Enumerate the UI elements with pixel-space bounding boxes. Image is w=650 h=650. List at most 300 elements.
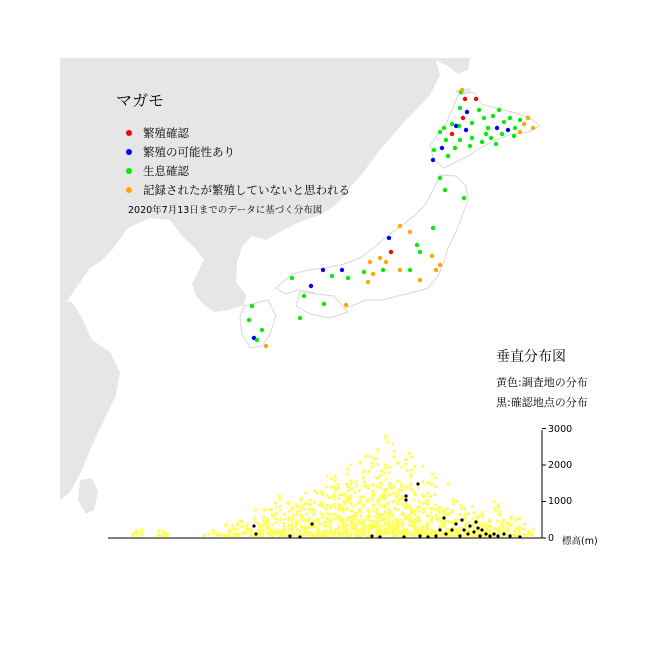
legend-item-breeding [126, 125, 189, 141]
survey-site-dot [397, 499, 400, 502]
survey-site-dot [312, 533, 315, 536]
survey-site-dot [412, 534, 415, 537]
occurrence-point [463, 97, 467, 101]
taiwan-shape [78, 478, 98, 514]
survey-site-dot [353, 491, 356, 494]
survey-site-dot [271, 523, 274, 526]
occurrence-point [415, 243, 419, 247]
survey-site-dot [426, 526, 429, 529]
occurrence-point [486, 126, 490, 130]
survey-site-dot [431, 473, 434, 476]
survey-site-dot [370, 461, 373, 464]
survey-site-dot [350, 487, 353, 490]
survey-site-dot [303, 507, 306, 510]
occurrence-point [346, 276, 350, 280]
confirmed-site-dot [434, 534, 437, 537]
survey-site-dot [253, 516, 256, 519]
survey-site-dot [488, 518, 491, 521]
survey-site-dot [366, 500, 369, 503]
survey-site-dot [472, 534, 475, 537]
occurrence-point [480, 140, 484, 144]
survey-site-dot [418, 500, 421, 503]
occurrence-point [366, 280, 370, 284]
survey-site-dot [300, 505, 303, 508]
survey-site-dot [500, 523, 503, 526]
survey-site-dot [410, 487, 413, 490]
survey-site-dot [404, 458, 407, 461]
survey-site-dot [396, 462, 399, 465]
survey-site-dot [346, 473, 349, 476]
survey-site-dot [413, 498, 416, 501]
survey-site-dot [136, 532, 139, 535]
survey-site-dot [430, 482, 433, 485]
occurrence-point [512, 134, 516, 138]
survey-site-dot [404, 517, 407, 520]
survey-site-dot [367, 519, 370, 522]
survey-site-dot [258, 522, 261, 525]
confirmed-site-dot [462, 528, 465, 531]
survey-site-dot [347, 516, 350, 519]
survey-site-dot [404, 486, 407, 489]
survey-site-dot [308, 508, 311, 511]
survey-site-dot [274, 517, 277, 520]
survey-site-dot [392, 534, 395, 537]
survey-site-dot [418, 519, 421, 522]
occurrence-point [458, 138, 462, 142]
survey-site-dot [389, 510, 392, 513]
survey-site-dot [313, 513, 316, 516]
survey-site-dot [291, 514, 294, 517]
occurrence-point [250, 304, 254, 308]
survey-site-dot [359, 510, 362, 513]
survey-site-dot [383, 488, 386, 491]
survey-site-dot [408, 531, 411, 534]
confirmed-site-dot [370, 534, 373, 537]
survey-site-dot [358, 489, 361, 492]
survey-site-dot [278, 495, 281, 498]
survey-site-dot [254, 508, 257, 511]
survey-site-dot [324, 525, 327, 528]
survey-site-dot [384, 527, 387, 530]
survey-site-dot [325, 534, 328, 537]
survey-site-dot [434, 485, 437, 488]
occurrence-point [450, 122, 454, 126]
survey-site-dot [532, 527, 535, 530]
occurrence-point [497, 108, 501, 112]
survey-site-dot [334, 506, 337, 509]
survey-site-dot [363, 519, 366, 522]
survey-site-dot [375, 530, 378, 533]
survey-site-dot [355, 534, 358, 537]
survey-site-dot [341, 524, 344, 527]
survey-site-dot [396, 508, 399, 511]
survey-site-dot [320, 523, 323, 526]
survey-site-dot [270, 514, 273, 517]
survey-site-dot [375, 522, 378, 525]
occurrence-point [450, 132, 454, 136]
survey-site-dot [421, 465, 424, 468]
occurrence-point [531, 126, 535, 130]
occurrence-point [322, 302, 326, 306]
survey-site-dot [350, 482, 353, 485]
survey-site-dot [384, 467, 387, 470]
occurrence-point [387, 236, 391, 240]
confirmed-site-dot [254, 532, 257, 535]
confirmed-site-dot [468, 524, 471, 527]
occurrence-point [434, 268, 438, 272]
survey-site-dot [337, 534, 340, 537]
confirmed-site-dot [378, 535, 381, 538]
survey-site-dot [435, 516, 438, 519]
survey-site-dot [433, 494, 436, 497]
legend-item-present [126, 163, 189, 179]
survey-site-dot [473, 526, 476, 529]
survey-site-dot [467, 530, 470, 533]
occurrence-point [491, 114, 495, 118]
survey-site-dot [437, 506, 440, 509]
survey-site-dot [346, 534, 349, 537]
survey-site-dot [233, 534, 236, 537]
survey-site-dot [261, 533, 264, 536]
survey-site-dot [367, 532, 370, 535]
survey-site-dot [308, 499, 311, 502]
confirmed-site-dot [298, 535, 301, 538]
survey-site-dot [376, 477, 379, 480]
confirmed-site-dot [472, 530, 475, 533]
survey-site-dot [161, 534, 164, 537]
survey-site-dot [370, 523, 373, 526]
confirmed-site-dot [402, 535, 405, 538]
survey-site-dot [502, 519, 505, 522]
survey-site-dot [420, 525, 423, 528]
confirmed-site-dot [466, 532, 469, 535]
survey-site-dot [308, 525, 311, 528]
survey-site-dot [400, 503, 403, 506]
survey-site-dot [313, 501, 316, 504]
survey-site-dot [416, 506, 419, 509]
survey-site-dot [363, 480, 366, 483]
survey-site-dot [496, 520, 499, 523]
survey-site-dot [404, 463, 407, 466]
occurrence-point [438, 263, 442, 267]
elevation-plot [108, 429, 546, 539]
survey-site-dot [397, 519, 400, 522]
survey-site-dot [434, 531, 437, 534]
survey-site-dot [376, 508, 379, 511]
legend-label: 繁殖の可能性あり [143, 145, 235, 159]
survey-site-dot [346, 530, 349, 533]
survey-site-dot [332, 493, 335, 496]
survey-site-dot [363, 525, 366, 528]
survey-site-dot [351, 504, 354, 507]
survey-site-dot [374, 457, 377, 460]
survey-site-dot [384, 434, 387, 437]
survey-site-dot [337, 516, 340, 519]
survey-site-dot [263, 508, 266, 511]
survey-site-dot [451, 532, 454, 535]
survey-site-dot [400, 465, 403, 468]
survey-site-dot [518, 526, 521, 529]
survey-site-dot [372, 504, 375, 507]
survey-site-dot [421, 494, 424, 497]
survey-site-dot [410, 469, 413, 472]
occurrence-point [381, 268, 385, 272]
occurrence-point [495, 126, 499, 130]
survey-site-dot [292, 517, 295, 520]
survey-site-dot [396, 480, 399, 483]
survey-site-dot [384, 503, 387, 506]
survey-site-dot [326, 517, 329, 520]
survey-site-dot [417, 510, 420, 513]
survey-site-dot [366, 454, 369, 457]
survey-site-dot [330, 477, 333, 480]
survey-site-dot [456, 530, 459, 533]
survey-site-dot [434, 476, 437, 479]
occurrence-point [302, 294, 306, 298]
survey-site-dot [363, 485, 366, 488]
survey-site-dot [400, 489, 403, 492]
confirmed-site-dot [502, 532, 505, 535]
survey-site-dot [270, 528, 273, 531]
survey-site-dot [303, 502, 306, 505]
survey-site-dot [334, 528, 337, 531]
occurrence-point [408, 230, 412, 234]
occurrence-point [470, 121, 474, 125]
survey-site-dot [282, 534, 285, 537]
survey-site-dot [345, 495, 348, 498]
survey-site-dot [455, 500, 458, 503]
survey-site-dot [391, 520, 394, 523]
survey-site-dot [299, 499, 302, 502]
survey-site-dot [283, 525, 286, 528]
survey-site-dot [408, 507, 411, 510]
survey-site-dot [387, 493, 390, 496]
survey-site-dot [275, 521, 278, 524]
survey-site-dot [443, 522, 446, 525]
confirmed-site-dot [444, 532, 447, 535]
survey-site-dot [342, 510, 345, 513]
survey-site-dot [452, 502, 455, 505]
survey-site-dot [393, 507, 396, 510]
survey-site-dot [421, 480, 424, 483]
survey-site-dot [236, 533, 239, 536]
survey-site-dot [429, 511, 432, 514]
legend-item-possible-breeding [126, 144, 235, 160]
survey-site-dot [257, 532, 260, 535]
survey-site-dot [427, 492, 430, 495]
survey-site-dot [212, 531, 215, 534]
survey-site-dot [384, 478, 387, 481]
survey-site-dot [388, 466, 391, 469]
occurrence-point [526, 116, 530, 120]
survey-site-dot [522, 527, 525, 530]
occurrence-point [508, 116, 512, 120]
survey-site-dot [271, 533, 274, 536]
survey-site-dot [291, 521, 294, 524]
survey-site-dot [393, 484, 396, 487]
survey-site-dot [392, 500, 395, 503]
survey-site-dot [417, 516, 420, 519]
survey-site-dot [329, 530, 332, 533]
survey-site-dot [338, 506, 341, 509]
survey-site-dot [265, 528, 268, 531]
survey-site-dot [244, 532, 247, 535]
survey-site-dot [430, 530, 433, 533]
survey-site-dot [162, 530, 165, 533]
survey-site-dot [307, 520, 310, 523]
survey-site-dot [275, 506, 278, 509]
survey-site-dot [376, 485, 379, 488]
survey-site-dot [514, 518, 517, 521]
survey-site-dot [401, 522, 404, 525]
survey-site-dot [383, 492, 386, 495]
survey-site-dot [513, 534, 516, 537]
survey-site-dot [351, 517, 354, 520]
survey-site-dot [305, 526, 308, 529]
survey-site-dot [307, 502, 310, 505]
survey-site-dot [135, 529, 138, 532]
occurrence-point [464, 128, 468, 132]
survey-site-dot [236, 528, 239, 531]
survey-site-dot [270, 508, 273, 511]
survey-site-dot [391, 442, 394, 445]
species-title: マガモ [116, 91, 165, 110]
survey-site-dot [262, 519, 265, 522]
survey-site-dot [366, 515, 369, 518]
survey-site-dot [279, 534, 282, 537]
survey-site-dot [523, 533, 526, 536]
survey-site-dot [367, 486, 370, 489]
survey-site-dot [305, 512, 308, 515]
occurrence-point [418, 278, 422, 282]
survey-site-dot [349, 502, 352, 505]
survey-site-dot [278, 498, 281, 501]
survey-site-dot [414, 493, 417, 496]
survey-site-dot [329, 526, 332, 529]
survey-site-dot [333, 512, 336, 515]
confirmed-site-dot [404, 498, 407, 501]
survey-site-dot [425, 529, 428, 532]
survey-site-dot [231, 524, 234, 527]
survey-site-dot [383, 532, 386, 535]
occurrence-point [344, 303, 348, 307]
occurrence-point [368, 260, 372, 264]
survey-site-dot [321, 512, 324, 515]
confirmed-site-dot [442, 516, 445, 519]
survey-site-dot [383, 496, 386, 499]
survey-site-dot [278, 530, 281, 533]
survey-site-dot [514, 528, 517, 531]
survey-site-dot [397, 489, 400, 492]
survey-site-dot [262, 524, 265, 527]
survey-site-dot [328, 513, 331, 516]
survey-site-dot [295, 513, 298, 516]
survey-site-dot [333, 533, 336, 536]
survey-site-dot [430, 520, 433, 523]
survey-site-dot [227, 529, 230, 532]
survey-site-dot [223, 534, 226, 537]
survey-site-dot [443, 525, 446, 528]
occurrence-point [484, 132, 488, 136]
confirmed-site-dot [416, 482, 419, 485]
survey-site-dot [370, 465, 373, 468]
survey-site-dot [334, 475, 337, 478]
survey-site-dot [380, 482, 383, 485]
survey-site-dot [408, 452, 411, 455]
survey-site-dot [320, 493, 323, 496]
survey-site-dot [431, 517, 434, 520]
occurrence-point [506, 128, 510, 132]
survey-site-dot [334, 517, 337, 520]
survey-site-dot [333, 486, 336, 489]
survey-site-dot [321, 516, 324, 519]
survey-site-dot [262, 529, 265, 532]
survey-site-dot [158, 529, 161, 532]
survey-site-dot [391, 514, 394, 517]
survey-site-dot [329, 523, 332, 526]
survey-site-dot [224, 524, 227, 527]
survey-site-dot [349, 495, 352, 498]
occurrence-point [340, 268, 344, 272]
survey-site-dot [384, 521, 387, 524]
survey-site-dot [417, 487, 420, 490]
survey-site-dot [427, 514, 430, 517]
survey-site-dot [330, 519, 333, 522]
survey-site-dot [412, 520, 415, 523]
survey-site-dot [389, 485, 392, 488]
survey-site-dot [336, 483, 339, 486]
survey-site-dot [405, 534, 408, 537]
survey-site-dot [370, 520, 373, 523]
survey-site-dot [374, 515, 377, 518]
survey-site-dot [396, 492, 399, 495]
survey-site-dot [354, 480, 357, 483]
survey-site-dot [337, 487, 340, 490]
survey-site-dot [244, 525, 247, 528]
survey-site-dot [405, 528, 408, 531]
survey-site-dot [371, 456, 374, 459]
occurrence-point [321, 268, 325, 272]
survey-site-dot [498, 513, 501, 516]
survey-site-dot [505, 534, 508, 537]
survey-site-dot [317, 534, 320, 537]
survey-site-dot [354, 513, 357, 516]
survey-site-dot [333, 479, 336, 482]
vertical-legend-yellow: 黄色:調査地の分布 [496, 376, 588, 389]
survey-site-dot [362, 504, 365, 507]
survey-site-dot [358, 520, 361, 523]
occurrence-point [489, 136, 493, 140]
survey-site-dot [267, 508, 270, 511]
survey-site-dot [207, 533, 210, 536]
survey-site-dot [371, 498, 374, 501]
survey-site-dot [313, 489, 316, 492]
survey-site-dot [472, 517, 475, 520]
legend-green-dot-icon [126, 168, 132, 174]
survey-site-dot [387, 501, 390, 504]
occurrence-point [453, 146, 457, 150]
survey-site-dot [278, 519, 281, 522]
survey-site-dot [249, 531, 252, 534]
survey-site-dot [337, 525, 340, 528]
survey-site-dot [304, 491, 307, 494]
survey-site-dot [376, 463, 379, 466]
survey-site-dot [422, 510, 425, 513]
survey-site-dot [443, 508, 446, 511]
survey-site-dot [372, 509, 375, 512]
survey-site-dot [367, 508, 370, 511]
survey-site-dot [362, 532, 365, 535]
